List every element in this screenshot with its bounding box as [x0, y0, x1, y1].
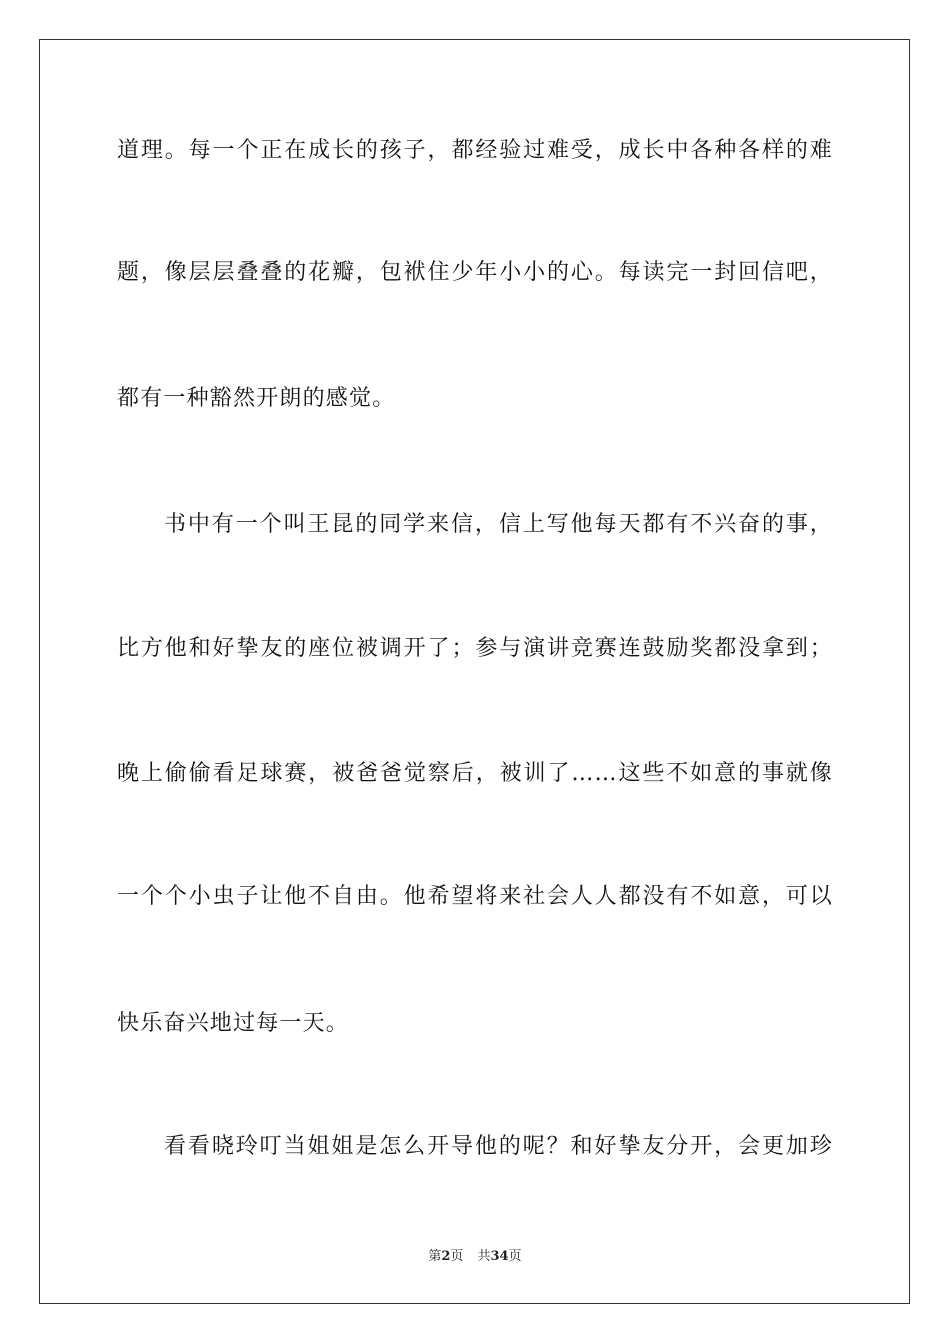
page-border: [39, 39, 910, 1304]
total-pages: 34: [490, 1249, 509, 1264]
text-line: 快乐奋兴地过每一天。: [117, 1011, 350, 1036]
paragraph-start-line: 书中有一个叫王昆的同学来信，信上写他每天都有不兴奋的事，: [164, 512, 833, 537]
text-line: 一个个小虫子让他不自由。他希望将来社会人人都没有不如意，可以: [117, 884, 833, 909]
text-line: 比方他和好挚友的座位被调开了；参与演讲竞赛连鼓励奖都没拿到；: [117, 636, 833, 661]
text-line: 晚上偷偷看足球赛，被爸爸觉察后，被训了……这些不如意的事就像: [117, 761, 833, 786]
total-suffix: 页: [508, 1249, 522, 1264]
page-number: 2: [441, 1249, 451, 1264]
page-prefix: 第: [428, 1249, 442, 1264]
total-prefix: 共: [477, 1249, 491, 1264]
text-line: 道理。每一个正在成长的孩子，都经验过难受，成长中各种各样的难: [117, 138, 833, 163]
text-line: 题，像层层叠叠的花瓣，包袱住少年小小的心。每读完一封回信吧，: [117, 260, 833, 285]
text-line: 都有一种豁然开朗的感觉。: [117, 386, 396, 411]
page-suffix: 页: [450, 1249, 464, 1264]
page-footer: [0, 1248, 950, 1266]
paragraph-start-line: 看看晓玲叮当姐姐是怎么开导他的呢？和好挚友分开，会更加珍: [164, 1134, 833, 1159]
